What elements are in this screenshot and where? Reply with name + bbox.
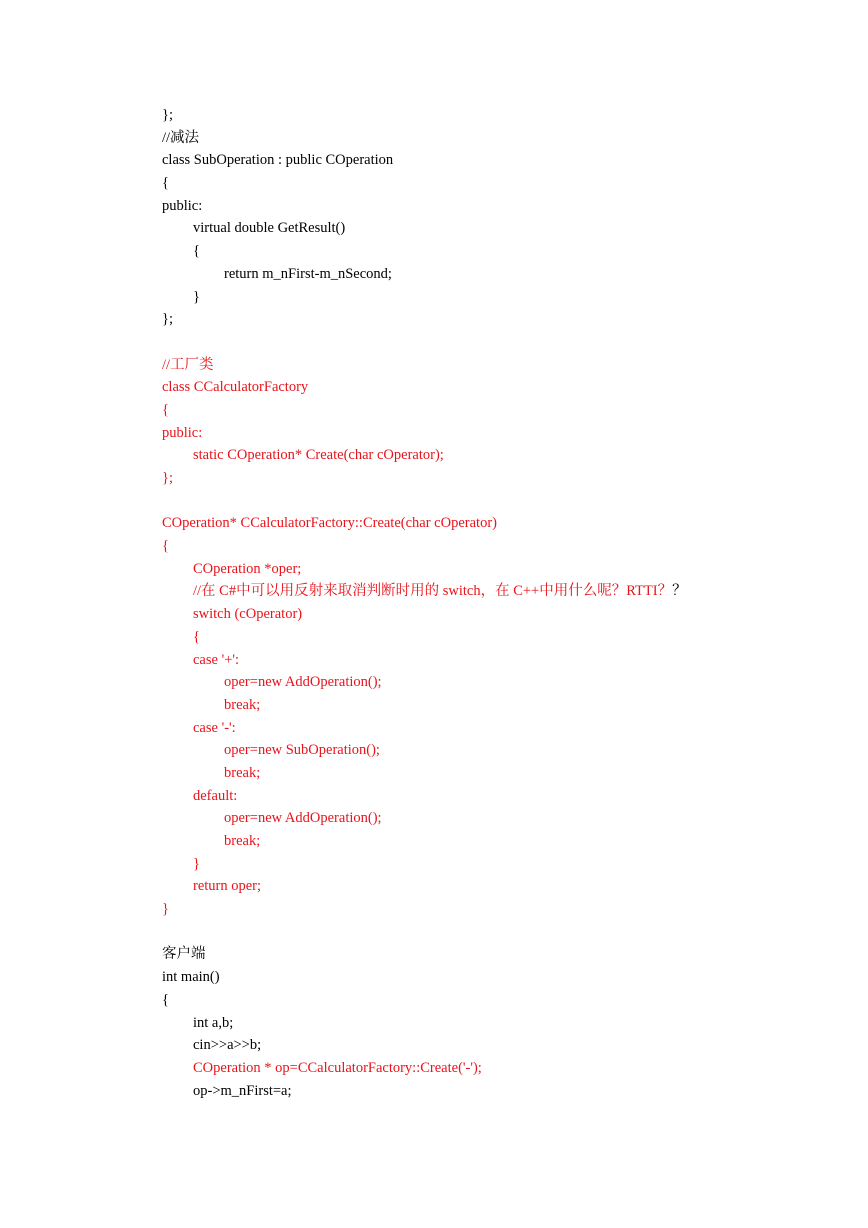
code-line: virtual double GetResult() <box>193 220 346 237</box>
code-line: { <box>162 175 169 192</box>
code-line: return oper; <box>193 878 262 895</box>
document-body <box>162 104 842 1102</box>
code-line: COperation * op=CCalculatorFactory::Create('-'); <box>193 1059 482 1076</box>
code-line: int main() <box>162 969 220 986</box>
code-line: } <box>162 901 169 918</box>
code-line: //减法 <box>162 129 200 146</box>
code-line: op->m_nFirst=a; <box>193 1082 292 1099</box>
code-line: }; <box>162 311 173 328</box>
code-line: case '+': <box>193 651 240 668</box>
code-line: COperation *oper; <box>193 560 302 577</box>
code-line: oper=new AddOperation(); <box>224 674 382 691</box>
code-line: public: <box>162 424 203 441</box>
code-line <box>162 580 842 603</box>
code-line: static COperation* Create(char cOperator); <box>193 447 444 464</box>
code-line: class SubOperation : public COperation <box>162 152 394 169</box>
code-line: break; <box>224 764 261 781</box>
code-line: break; <box>224 696 261 713</box>
code-line: { <box>162 991 169 1008</box>
code-line: //工厂类 <box>162 356 214 373</box>
code-line: int a,b; <box>193 1014 234 1031</box>
code-line: COperation* CCalculatorFactory::Create(char cOperator) <box>162 515 497 532</box>
code-line: oper=new SubOperation(); <box>224 742 380 759</box>
code-line: class CCalculatorFactory <box>162 379 309 396</box>
code-line: { <box>193 243 200 260</box>
code-segment: ？ <box>672 583 687 600</box>
code-line: cin>>a>>b; <box>193 1037 262 1054</box>
code-line: }; <box>162 107 173 123</box>
code-line: } <box>193 288 200 305</box>
code-line <box>162 331 842 354</box>
code-line: } <box>193 855 200 872</box>
code-line: 客户端 <box>162 946 206 963</box>
code-line: { <box>162 538 169 555</box>
code-line: default: <box>193 787 238 804</box>
code-line: { <box>193 628 200 645</box>
code-line: return m_nFirst-m_nSecond; <box>224 265 392 282</box>
code-segment: //在 C#中可以用反射来取消判断时用的 switch，在 C++中用什么呢？RTTI？ <box>193 583 673 600</box>
code-line <box>162 490 842 513</box>
code-line: }; <box>162 470 173 486</box>
code-line: switch (cOperator) <box>193 606 303 623</box>
code-line: case '-': <box>193 719 236 736</box>
code-line <box>162 921 842 944</box>
code-line: oper=new AddOperation(); <box>224 810 382 827</box>
code-line: break; <box>224 833 261 849</box>
code-line: { <box>162 401 169 418</box>
code-line: public: <box>162 197 203 214</box>
